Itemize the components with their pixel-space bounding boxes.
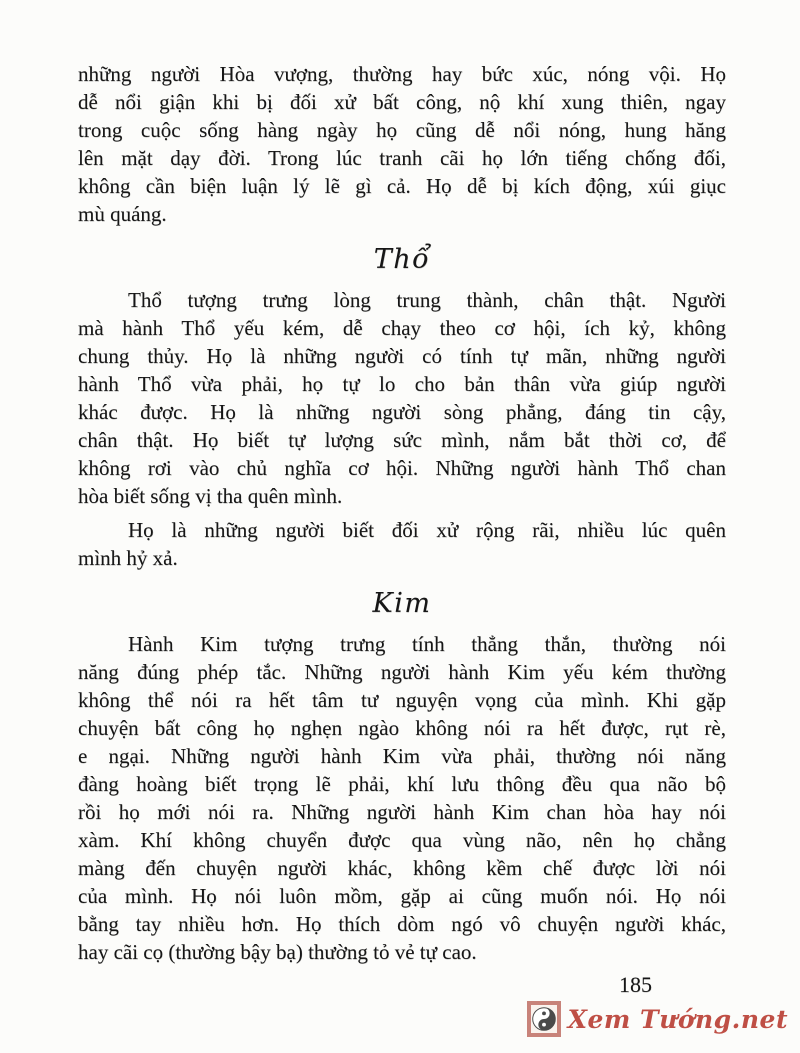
text-line: của mình. Họ nói luôn mồm, gặp ai cũng muốn nói. Họ nói bbox=[78, 884, 726, 908]
text-line: màng đến chuyện người khác, không kềm chế được lời nói bbox=[78, 856, 726, 880]
text-line: dễ nổi giận khi bị đối xử bất công, nộ khí xung thiên, ngay bbox=[78, 90, 726, 114]
text-line: bằng tay nhiều hơn. Họ thích dòm ngó vô chuyện người khác, bbox=[78, 912, 726, 936]
text-line: e ngại. Những người hành Kim vừa phải, thường nói năng bbox=[78, 744, 726, 768]
text-line: Thổ tượng trưng lòng trung thành, chân thật. Người bbox=[128, 288, 726, 312]
text-line: trong cuộc sống hàng ngày họ cũng dễ nổi nóng, hung hăng bbox=[78, 118, 726, 142]
text-line: hay cãi cọ (thường bậy bạ) thường tỏ vẻ tự cao. bbox=[78, 940, 477, 964]
paragraph-tho-2 bbox=[78, 516, 726, 572]
text-line: hòa biết sống vị tha quên mình. bbox=[78, 484, 343, 508]
text-line: rồi họ mới nói ra. Những người hành Kim chan hòa hay nói bbox=[78, 800, 726, 824]
paragraph-tho-1 bbox=[78, 286, 726, 510]
paragraph-hoa-continuation bbox=[78, 60, 726, 228]
text-line: chung thủy. Họ là những người có tính tự mãn, những người bbox=[78, 344, 726, 368]
text-line: chân thật. Họ biết tự lượng sức mình, nắm bắt thời cơ, để bbox=[78, 428, 726, 452]
paragraph-kim-1 bbox=[78, 630, 726, 966]
text-line: năng đúng phép tắc. Những người hành Kim yếu kém thường bbox=[78, 660, 726, 684]
text-line: lên mặt dạy đời. Trong lúc tranh cãi họ lớn tiếng chống đối, bbox=[78, 146, 726, 170]
yin-yang-icon bbox=[527, 1001, 561, 1037]
text-line: mà hành Thổ yếu kém, dễ chạy theo cơ hội, ích kỷ, không bbox=[78, 316, 726, 340]
watermark bbox=[527, 1001, 788, 1037]
text-line: không thể nói ra hết tâm tư nguyện vọng của mình. Khi gặp bbox=[78, 688, 726, 712]
text-line: mù quáng. bbox=[78, 202, 167, 226]
text-line: Họ là những người biết đối xử rộng rãi, nhiều lúc quên bbox=[128, 518, 726, 542]
text-line: không rơi vào chủ nghĩa cơ hội. Những người hành Thổ chan bbox=[78, 456, 726, 480]
text-line: đàng hoàng biết trọng lẽ phải, khí lưu thông đều qua não bộ bbox=[78, 772, 726, 796]
text-line: không cần biện luận lý lẽ gì cả. Họ dễ bị kích động, xúi giục bbox=[78, 174, 726, 198]
section-heading-kim: Kim bbox=[372, 588, 432, 619]
section-heading-tho: Thổ bbox=[373, 244, 431, 275]
watermark-site-name: Xem Tướng.net bbox=[567, 1004, 788, 1034]
text-line: hành Thổ vừa phải, họ tự lo cho bản thân vừa giúp người bbox=[78, 372, 726, 396]
text-line: xàm. Khí không chuyển được qua vùng não, nên họ chẳng bbox=[78, 828, 726, 852]
page-number: 185 bbox=[619, 972, 652, 997]
text-line: chuyện bất công họ nghẹn ngào không nói ra hết được, rụt rè, bbox=[78, 716, 726, 740]
text-line: mình hỷ xả. bbox=[78, 546, 178, 570]
text-line: khác được. Họ là những người sòng phẳng, đáng tin cậy, bbox=[78, 400, 726, 424]
text-block bbox=[78, 60, 726, 998]
text-line: Hành Kim tượng trưng tính thẳng thắn, thường nói bbox=[128, 632, 726, 656]
text-line: những người Hòa vượng, thường hay bức xúc, nóng vội. Họ bbox=[78, 62, 726, 86]
